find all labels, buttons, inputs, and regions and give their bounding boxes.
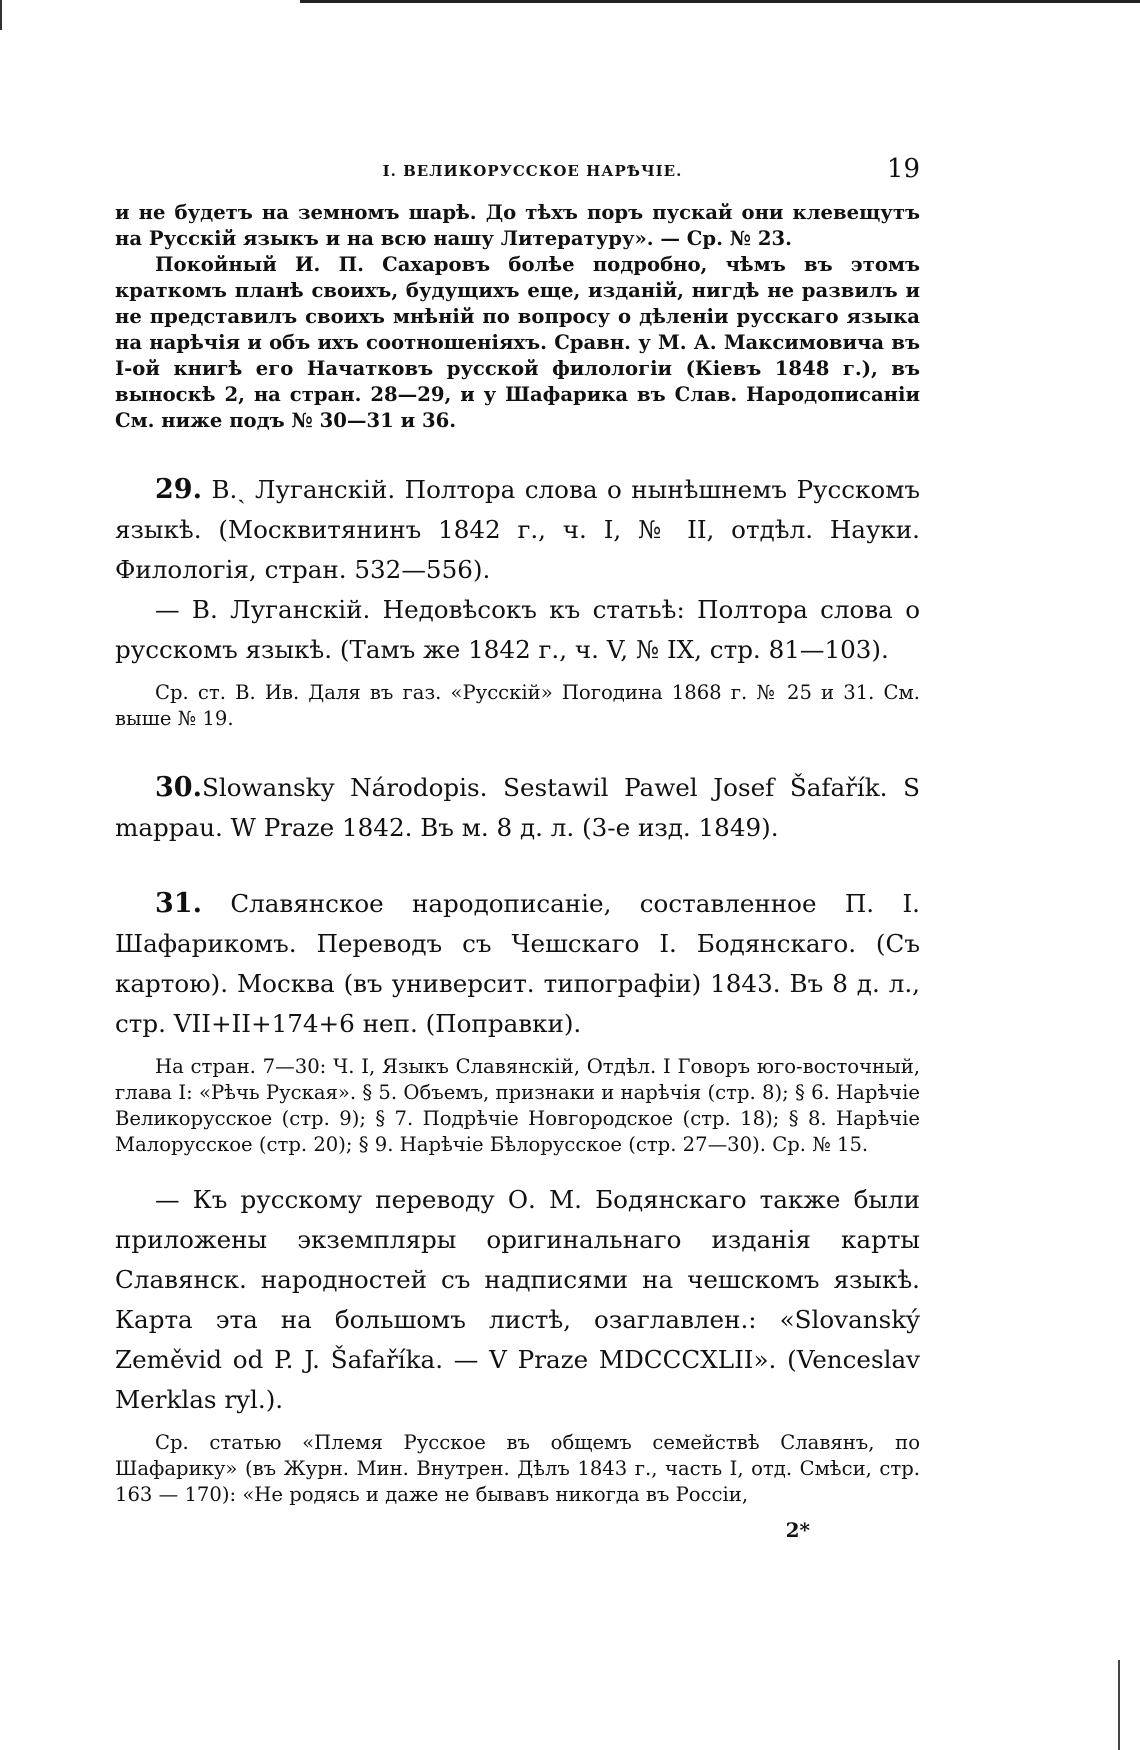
entry-number: 29. xyxy=(155,474,202,505)
entry-30 xyxy=(115,768,920,848)
entry-29 xyxy=(115,470,920,590)
entry-text: Славянское народописаніе, составленное П. I. Шафарикомъ. Переводъ съ Чешскаго I. Бодянскаго. (Съ картою). Москва (въ университ. типографіи) 1843. Въ 8 д. л., стр. VII+II+174+6 неп. (Поправки). xyxy=(115,889,920,1038)
entry-31-reference: Ср. статью «Племя Русское въ общемъ семействѣ Славянъ, по Шафарику» (въ Журн. Мин. Внутрен. Дѣлъ 1843 г., часть I, отд. Смѣси, стр. 163 — 170): «Не родясь и даже не бывавъ никогда въ Россіи, xyxy=(115,1431,920,1506)
page-header xyxy=(115,150,920,190)
scan-top-edge xyxy=(300,0,1140,3)
entry-number: 30. xyxy=(155,772,202,803)
entry-text: В.ˎ Луганскій. Полтора слова о нынѣшнемъ Русскомъ языкѣ. (Москвитянинъ 1842 г., ч. I, № II, отдѣл. Науки. Филологія, стран. 532—556). xyxy=(115,475,920,584)
signature-mark: 2* xyxy=(785,1518,810,1542)
entry-31-map-note: — Къ русскому переводу О. М. Бодянскаго также были приложены экземпляры оригинальнаго изданія карты Славянск. народностей съ надписями на чешскомъ языкѣ. Карта эта на большомъ листѣ, озаглавлен.: «Slovanský Zeměvid od P. J. Šafaříka. — V Praze MDCCCXLII». (Venceslav Merklas ryl.). xyxy=(115,1185,920,1414)
entry-29-note: Ср. ст. В. Ив. Даля въ газ. «Русскій» Погодина 1868 г. № 25 и 31. См. выше № 19. xyxy=(115,681,920,730)
entry-31 xyxy=(115,884,920,1044)
entry-text: Slowansky Národopis. Sestawil Pawel Josef Šafařík. S mappau. W Praze 1842. Въ м. 8 д. л. (3-е изд. 1849). xyxy=(115,773,920,842)
scan-left-edge xyxy=(0,0,2,30)
entry-number: 31. xyxy=(155,888,202,919)
page-number: 19 xyxy=(886,154,920,184)
entry-31-note: На стран. 7—30: Ч. I, Языкъ Славянскій, Отдѣл. I Говоръ юго-восточный, глава I: «Рѣчь Руская». § 5. Объемъ, признаки и нарѣчія (стр. 8); § 6. Нарѣчіе Великорусское (стр. 9); § 7. Подрѣчіе Новгородское (стр. 18); § 8. Нарѣчіе Малорусское (стр. 20); § 9. Нарѣчіе Бѣлорусское (стр. 27—30). Ср. № 15. xyxy=(115,1055,920,1156)
paragraph-continuation: и не будетъ на земномъ шарѣ. До тѣхъ поръ пускай они клевещутъ на Русскій языкъ и на всю нашу Литературу». — Ср. № 23. xyxy=(115,201,920,250)
running-head: I. ВЕЛИКОРУССКОЕ НАРѢЧІЕ. xyxy=(382,162,683,180)
entry-29-supplement: — В. Луганскій. Недовѣсокъ къ статьѣ: Полтора слова о русскомъ языкѣ. (Тамъ же 1842 г., ч. V, № IX, стр. 81—103). xyxy=(115,595,920,664)
scan-right-edge xyxy=(1118,1660,1120,1750)
paragraph-sakharov-note: Покойный И. П. Сахаровъ болѣе подробно, чѣмъ въ этомъ краткомъ планѣ своихъ, будущихъ еще, изданій, нигдѣ не развилъ и не представилъ своихъ мнѣній по вопросу о дѣленіи русскаго языка на нарѣчія и объ ихъ соотношеніяхъ. Сравн. у М. А. Максимовича въ I-ой книгѣ его Начатковъ русской филологіи (Кіевъ 1848 г.), въ выноскѣ 2, на стран. 28—29, и у Шафарика въ Слав. Народописаніи См. ниже подъ № 30—31 и 36. xyxy=(115,253,920,432)
book-page xyxy=(115,150,920,1542)
